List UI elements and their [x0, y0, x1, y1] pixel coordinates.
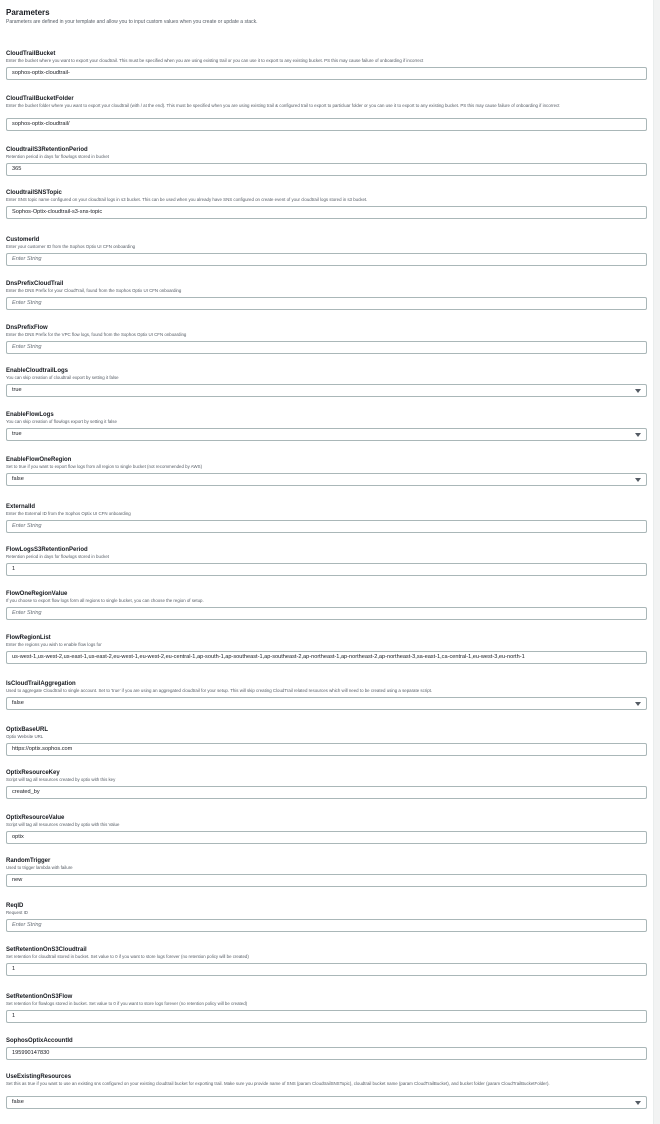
- param-select[interactable]: [6, 428, 647, 441]
- param-select[interactable]: [6, 697, 647, 710]
- param-value: 365: [12, 166, 22, 172]
- param-reqid: [6, 902, 647, 928]
- param-description: Script will tag all resources created by optix with this key: [6, 777, 116, 782]
- param-description: Set retention for cloudtrail stored in bucket. Set value to 0 if you want to store logs forever (no retention policy will be created): [6, 954, 249, 959]
- page-description: Parameters are defined in your template and allow you to input custom values when you create or update a stack.: [6, 19, 258, 25]
- param-description: If you choose to export flow logs form all regions to single bucket, you can choose the region of setup.: [6, 598, 204, 603]
- param-label: CustomerId: [6, 237, 40, 243]
- param-input[interactable]: [6, 963, 647, 976]
- param-cloudtrailsnstopic: [6, 189, 647, 215]
- param-input[interactable]: [6, 206, 647, 219]
- param-input[interactable]: [6, 67, 647, 80]
- param-input[interactable]: [6, 919, 647, 932]
- param-flowoneregionvalue: [6, 590, 647, 616]
- param-cloudtrailbucketfolder: [6, 95, 647, 127]
- param-customerid: [6, 236, 647, 262]
- param-input[interactable]: [6, 253, 647, 266]
- param-input[interactable]: [6, 297, 647, 310]
- param-iscloudtrailaggregation: [6, 680, 647, 706]
- param-input[interactable]: [6, 786, 647, 799]
- param-label: CloudTrailBucket: [6, 51, 56, 57]
- param-input[interactable]: [6, 1010, 647, 1023]
- param-description: You can skip creation of cloudtrail export by setting it false: [6, 375, 119, 380]
- param-cloudtrailbucket: [6, 50, 647, 76]
- param-value: false: [12, 1099, 24, 1105]
- param-placeholder: Enter String: [12, 256, 42, 262]
- param-useexistingresources: [6, 1073, 647, 1105]
- param-input[interactable]: [6, 563, 647, 576]
- parameters-header: [6, 7, 647, 26]
- param-optixbaseurl: [6, 726, 647, 752]
- param-description: Enter the bucket where you want to export your cloudtrail. This must be specified when you are using existing trail or you can use it to export to any existing bucket. PS this may cause failure of onboarding if incorrect: [6, 58, 424, 63]
- param-flowregionlist: [6, 634, 647, 660]
- param-input[interactable]: [6, 163, 647, 176]
- param-value: false: [12, 700, 24, 706]
- param-label: SetRetentionOnS3Flow: [6, 994, 73, 1000]
- param-label: FlowOneRegionValue: [6, 591, 68, 597]
- param-value: true: [12, 431, 22, 437]
- caret-down-icon: [635, 478, 641, 482]
- param-label: CloudtrailS3RetentionPeriod: [6, 147, 88, 153]
- param-label: UseExistingResources: [6, 1074, 72, 1080]
- caret-down-icon: [635, 433, 641, 437]
- param-description: Enter the DNS Prefix for the VPC flow logs, found from the Sophos Optix UI CFN onboarding: [6, 332, 187, 337]
- param-value: true: [12, 387, 22, 393]
- param-label: OptixBaseURL: [6, 727, 49, 733]
- param-value: 1: [12, 566, 16, 572]
- param-input[interactable]: [6, 1047, 647, 1060]
- param-input[interactable]: [6, 651, 647, 664]
- param-value: created_by: [12, 789, 40, 795]
- param-value: sophos-optix-cloudtrail/: [12, 121, 70, 127]
- param-label: SophosOptixAccountId: [6, 1038, 73, 1044]
- param-description: Set to true if you want to export flow logs from all region to single bucket (not recommended by AWS): [6, 464, 203, 469]
- param-setretentionons3cloudtrail: [6, 946, 647, 972]
- param-label: RandomTrigger: [6, 858, 51, 864]
- param-description: You can skip creation of flowlogs export by setting it false: [6, 419, 117, 424]
- param-value: us-west-1,us-west-2,us-east-1,us-east-2,eu-west-1,eu-west-2,eu-central-1,ap-south-1,ap-southeast-1,ap-southeast-2,ap-northeast-1,ap-northeast-2,ap-northeast-3,sa-east-1,ca-central-1,eu-west-3,eu-north-1: [12, 654, 525, 660]
- param-description: Used to trigger lambda with failure: [6, 865, 73, 870]
- param-input[interactable]: [6, 520, 647, 533]
- param-description: Request ID: [6, 910, 28, 915]
- param-dnsprefixflow: [6, 324, 647, 350]
- param-label: FlowRegionList: [6, 635, 51, 641]
- param-description: Set retention for flowlogs stored in bucket. Set value to 0 if you want to store logs forever (no retention policy will be created): [6, 1001, 248, 1006]
- param-description: Script will tag all resources created by optix with this Value: [6, 822, 120, 827]
- param-description: Enter the regions you wish to enable flow logs for: [6, 642, 102, 647]
- param-description: Retention period in days for flowlogs stored in bucket: [6, 554, 109, 559]
- param-value: sophos-optix-cloudtrail-: [12, 70, 70, 76]
- param-setretentionons3flow: [6, 993, 647, 1019]
- param-description: Set this as true if you want to use an existing sns configured on your existing cloudtrail bucket for exporting trail. Make sure you provide name of SNS (param CloudtrailSNSTopic), cloudtrail bucket name (param CloudTrailBucket), and bucket folder (param CloudTrailBucketFolder).: [6, 1081, 550, 1086]
- param-value: 1: [12, 1013, 16, 1019]
- param-enableflowoneregion: [6, 456, 647, 482]
- param-randomtrigger: [6, 857, 647, 883]
- param-input[interactable]: [6, 341, 647, 354]
- param-label: OptixResourceValue: [6, 815, 65, 821]
- param-description: Enter SNS topic name configured on your cloudtrail logs in s3 bucket. This can be used when you already have SNS configured on create event of your cloudtrail logs stored in s3 bucket.: [6, 197, 368, 202]
- param-placeholder: Enter String: [12, 922, 42, 928]
- param-label: EnableFlowOneRegion: [6, 457, 72, 463]
- param-enableflowlogs: [6, 411, 647, 437]
- param-label: SetRetentionOnS3Cloudtrail: [6, 947, 87, 953]
- param-input[interactable]: [6, 831, 647, 844]
- param-placeholder: Enter String: [12, 610, 42, 616]
- param-select[interactable]: [6, 384, 647, 397]
- param-label: DnsPrefixFlow: [6, 325, 48, 331]
- param-cloudtrails3retentionperiod: [6, 146, 647, 172]
- param-input[interactable]: [6, 607, 647, 620]
- param-value: false: [12, 476, 24, 482]
- param-optixresourcevalue: [6, 814, 647, 840]
- caret-down-icon: [635, 1101, 641, 1105]
- caret-down-icon: [635, 389, 641, 393]
- param-input[interactable]: [6, 118, 647, 131]
- param-label: ExternalId: [6, 504, 36, 510]
- param-value: 1: [12, 966, 16, 972]
- param-value: 195990147830: [12, 1050, 50, 1056]
- param-input[interactable]: [6, 874, 647, 887]
- param-description: Enter the DNS Prefix for your CloudTrail, found from the Sophos Optix UI CFN onboarding: [6, 288, 182, 293]
- param-label: FlowLogsS3RetentionPeriod: [6, 547, 88, 553]
- param-description: Enter the bucket folder where you want to export your cloudtrail (with / at the end). This must be specified when you are using existing trail & configured trail to export to particluar folder or you can use it to export to any existing bucket. PS this may cause failure of onboarding if incorrect: [6, 103, 560, 108]
- param-value: Sophos-Optix-cloudtrail-s3-sns-topic: [12, 209, 103, 215]
- param-value: new: [12, 877, 23, 883]
- param-label: CloudTrailBucketFolder: [6, 96, 74, 102]
- param-optixresourcekey: [6, 769, 647, 795]
- param-label: ReqID: [6, 903, 24, 909]
- param-description: Enter your customer ID from the Sophos Optix UI CFN onboarding: [6, 244, 136, 249]
- param-description: Optix Website URL: [6, 734, 44, 739]
- caret-down-icon: [635, 702, 641, 706]
- param-placeholder: Enter String: [12, 344, 42, 350]
- param-description: Used to aggregate Cloudtrail to single account. Set to 'true' if you are using an aggregated cloudtrail for your setup. This will skip creating CloudTrail related resources which will need to be created using a separate script.: [6, 688, 433, 693]
- param-enablecloudtraillogs: [6, 367, 647, 393]
- param-value: optix: [12, 834, 24, 840]
- param-label: CloudtrailSNSTopic: [6, 190, 62, 196]
- param-placeholder: Enter String: [12, 523, 42, 529]
- param-label: EnableCloudtrailLogs: [6, 368, 69, 374]
- param-description: Enter the External ID from the Sophos Optix UI CFN onboarding: [6, 511, 131, 516]
- param-externalid: [6, 503, 647, 529]
- param-sophosoptixaccountid: [6, 1037, 647, 1056]
- param-value: https://optix.sophos.com: [12, 746, 73, 752]
- param-placeholder: Enter String: [12, 300, 42, 306]
- param-select[interactable]: [6, 473, 647, 486]
- param-label: EnableFlowLogs: [6, 412, 54, 418]
- param-select[interactable]: [6, 1096, 647, 1109]
- page-title: Parameters: [6, 8, 50, 17]
- param-input[interactable]: [6, 743, 647, 756]
- param-label: IsCloudTrailAggregation: [6, 681, 76, 687]
- param-label: OptixResourceKey: [6, 770, 60, 776]
- param-dnsprefixcloudtrail: [6, 280, 647, 306]
- param-label: DnsPrefixCloudTrail: [6, 281, 64, 287]
- param-description: Retention period in days for flowlogs stored in bucket: [6, 154, 109, 159]
- param-flowlogss3retentionperiod: [6, 546, 647, 572]
